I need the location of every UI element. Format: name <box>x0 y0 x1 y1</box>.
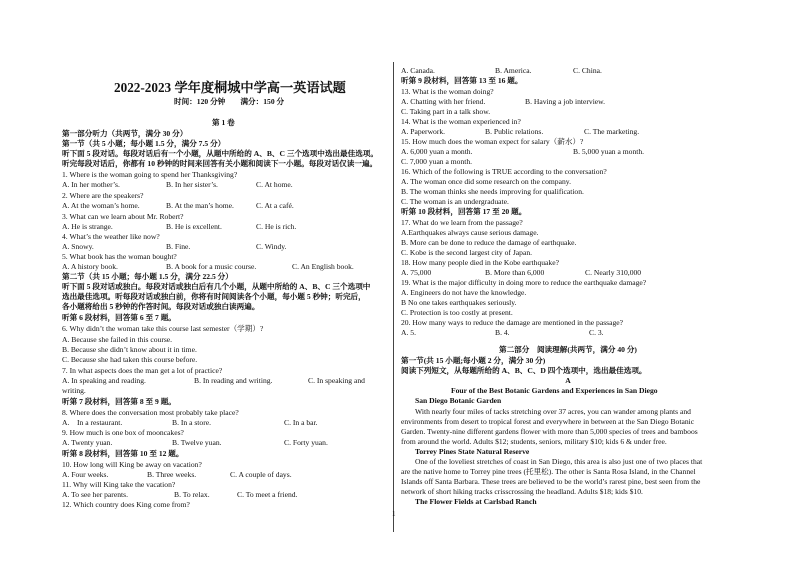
q19-option-b: B No one takes earthquakes seriously. <box>401 298 517 307</box>
question-12: 12. Which country does King come from? <box>62 500 190 509</box>
q13-option-a: A. Chatting with her friend. <box>401 97 486 106</box>
q5-option-a: A. A history book. <box>62 262 118 271</box>
q7-option-a: A. In speaking and reading. <box>62 376 146 385</box>
question-1: 1. Where is the woman going to spend her Thanksgiving? <box>62 170 238 179</box>
section2-instructions-line2: 选出最佳选项。听每段对话或独白前，你将有时间阅读各个小题，每小题 5 秒钟；听完后， <box>62 292 366 301</box>
question-4: 4. What’s the weather like now? <box>62 232 160 241</box>
question-16: 16. Which of the following is TRUE according to the conversation? <box>401 167 607 176</box>
q20-option-c: C. 3. <box>589 328 604 337</box>
question-19: 19. What is the major difficulty in doing more to reduce the earthquake damage? <box>401 278 647 287</box>
paragraph-2-line2: are the native home to Torrey pine trees (托里松). The other is Santa Rosa Island, in the Channel <box>401 467 696 476</box>
material-10-heading: 听第 10 段材料，回答第 17 至 20 题。 <box>401 207 527 216</box>
q3-option-b: B. He is excellent. <box>166 222 222 231</box>
garden-heading-3: The Flower Fields at Carlsbad Ranch <box>415 497 537 506</box>
question-11: 11. Why will King take the vacation? <box>62 480 176 489</box>
q10-option-c: C. A couple of days. <box>230 470 292 479</box>
paragraph-1-line3: Garden. Twenty-nine different gardens flower with more than 5,000 species of trees and bamboos <box>401 427 698 436</box>
q3-option-c: C. He is rich. <box>256 222 297 231</box>
section2-heading: 第二节（共 15 小题；每小题 1.5 分，满分 22.5 分） <box>62 272 233 281</box>
q16-option-c: C. The woman is an undergraduate. <box>401 197 509 206</box>
material-9-heading: 听第 9 段材料，回答第 13 至 16 题。 <box>401 76 523 85</box>
part2-heading: 第二部分 阅读理解(共两节，满分 40 分) <box>499 345 637 354</box>
q2-option-a: A. At the woman’s home. <box>62 201 140 210</box>
q18-option-c: C. Nearly 310,000 <box>585 268 642 277</box>
q20-option-a: A. 5. <box>401 328 416 337</box>
paragraph-1-line4: from around the world. Adults $12; students, seniors, military $10; kids 6 & under free. <box>401 437 667 446</box>
paragraph-2-line1: One of the loveliest stretches of coast in San Diego, this area is also just one of two places that <box>415 457 703 466</box>
q8-option-c: C. In a bar. <box>284 418 318 427</box>
q15-option-c: C. 7,000 yuan a month. <box>401 157 473 166</box>
material-8-heading: 听第 8 段材料，回答第 10 至 12 题。 <box>62 449 184 458</box>
volume-label: 第 1 卷 <box>212 118 235 127</box>
section2-instructions-line1: 听下面 5 段对话或独白。每段对话或独白后有几个小题，从题中所给的 A、B、C 三个选项中 <box>62 282 371 291</box>
question-3: 3. What can we learn about Mr. Robert? <box>62 212 184 221</box>
q1-option-b: B. In her sister’s. <box>166 180 218 189</box>
passage-title: Four of the Best Botanic Gardens and Experiences in San Diego <box>451 386 658 395</box>
q4-option-b: B. Fine. <box>166 242 191 251</box>
q8-option-b: B. In a store. <box>172 418 212 427</box>
q1-option-c: C. At home. <box>256 180 293 189</box>
paragraph-2-line4: network of short hiking tracks crisscrossing the headland. Adults $18; kids $10. <box>401 487 643 496</box>
question-7: 7. In what aspects does the man get a lot of practice? <box>62 366 223 375</box>
q17-option-c: C. Kobe is the second largest city of Japan. <box>401 248 533 257</box>
paragraph-2-line3: Islands off Santa Barbara. These trees are believed to be the world’s rarest pine, best seen from the <box>401 477 701 486</box>
q14-option-b: B. Public relations. <box>485 127 544 136</box>
question-15: 15. How much does the woman expect for salary（薪水）? <box>401 137 584 146</box>
q9-option-a: A. Twenty yuan. <box>62 438 113 447</box>
q5-option-b: B. A book for a music course. <box>166 262 257 271</box>
q16-option-a: A. The woman once did some research on the company. <box>401 177 571 186</box>
question-13: 13. What is the woman doing? <box>401 87 494 96</box>
q10-option-b: B. Three weeks. <box>147 470 197 479</box>
q12-option-c: C. China. <box>573 66 602 75</box>
q15-option-b: B. 5,000 yuan a month. <box>573 147 645 156</box>
q4-option-c: C. Windy. <box>256 242 287 251</box>
q8-option-a: A. In a restaurant. <box>62 418 123 427</box>
page-number: 1 <box>392 510 396 518</box>
q17-option-a: A.Earthquakes always cause serious damage. <box>401 228 539 237</box>
question-8: 8. Where does the conversation most probably take place? <box>62 408 239 417</box>
time-score: 时间：120 分钟 满分：150 分 <box>174 97 285 106</box>
q5-option-c: C. An English book. <box>292 262 354 271</box>
question-20: 20. How many ways to reduce the damage are mentioned in the passage? <box>401 318 624 327</box>
question-10: 10. How long will King be away on vacation? <box>62 460 202 469</box>
section1-instructions-line1: 听下面 5 段对话。每段对话后有一个小题，从题中所给的 A、B、C 三个选项中选出最佳选项。 <box>62 149 378 158</box>
question-18: 18. How many people died in the Kobe earthquake? <box>401 258 559 267</box>
question-6: 6. Why didn’t the woman take this course last semester（学期）? <box>62 324 264 333</box>
q18-option-b: B. More than 6,000 <box>485 268 545 277</box>
q2-option-b: B. At the man’s home. <box>166 201 234 210</box>
q2-option-c: C. At a café. <box>256 201 294 210</box>
q13-option-b: B. Having a job interview. <box>525 97 606 106</box>
section2-instructions-line3: 各小题将给出 5 秒钟的作答时间。每段对话或独白读两遍。 <box>62 302 260 311</box>
q16-option-b: B. The woman thinks she needs improving for qualification. <box>401 187 584 196</box>
garden-heading-1: San Diego Botanic Garden <box>415 396 502 405</box>
question-17: 17. What do we learn from the passage? <box>401 218 523 227</box>
q7-option-c-continued: writing. <box>62 386 86 395</box>
q10-option-a: A. Four weeks. <box>62 470 109 479</box>
q19-option-a: A. Engineers do not have the knowledge. <box>401 288 527 297</box>
paragraph-1-line1: With nearly four miles of tacks stretching over 37 acres, you can wander among plants and <box>415 407 691 416</box>
column-divider <box>393 62 394 532</box>
passage-letter: A <box>565 376 571 385</box>
reading-section1-heading: 第一节(共 15 小题;每小题 2 分，满分 30 分) <box>401 356 546 365</box>
material-7-heading: 听第 7 段材料，回答第 8 至 9 题。 <box>62 397 176 406</box>
section1-heading: 第一节（共 5 小题；每小题 1.5 分，满分 7.5 分） <box>62 139 226 148</box>
question-5: 5. What book has the woman bought? <box>62 252 177 261</box>
q14-option-a: A. Paperwork. <box>401 127 446 136</box>
q15-option-a: A. 6,000 yuan a month. <box>401 147 473 156</box>
q13-option-c: C. Taking part in a talk show. <box>401 107 491 116</box>
q9-option-b: B. Twelve yuan. <box>172 438 222 447</box>
garden-heading-2: Torrey Pines State Natural Reserve <box>415 447 530 456</box>
question-14: 14. What is the woman experienced in? <box>401 117 521 126</box>
part1-heading: 第一部分听力（共两节，满分 30 分） <box>62 129 188 138</box>
question-2: 2. Where are the speakers? <box>62 191 144 200</box>
q12-option-b: B. America. <box>495 66 532 75</box>
q3-option-a: A. He is strange. <box>62 222 113 231</box>
q1-option-a: A. In her mother’s. <box>62 180 120 189</box>
q7-option-c: C. In speaking and <box>308 376 365 385</box>
material-6-heading: 听第 6 段材料，回答第 6 至 7 题。 <box>62 313 176 322</box>
q11-option-c: C. To meet a friend. <box>237 490 298 499</box>
q14-option-c: C. The marketing. <box>584 127 640 136</box>
q4-option-a: A. Snowy. <box>62 242 94 251</box>
exam-title: 2022-2023 学年度桐城中学高一英语试题 <box>114 80 346 95</box>
section1-instructions-line2: 听完每段对话后，你都有 10 秒钟的时间来回答有关小题和阅读下一小题。每段对话仅读一遍。 <box>62 159 378 168</box>
reading-instructions: 阅读下列短文，从每题所给的 A、B、C、D 四个选项中，选出最佳选项。 <box>401 366 647 375</box>
q6-option-c: C. Because she had taken this course before. <box>62 355 198 364</box>
q12-option-a: A. Canada. <box>401 66 435 75</box>
q11-option-b: B. To relax. <box>174 490 210 499</box>
question-9: 9. How much is one box of mooncakes? <box>62 428 184 437</box>
q20-option-b: B. 4. <box>495 328 510 337</box>
q17-option-b: B. More can be done to reduce the damage of earthquake. <box>401 238 577 247</box>
q9-option-c: C. Forty yuan. <box>284 438 328 447</box>
q18-option-a: A. 75,000 <box>401 268 432 277</box>
q7-option-b: B. In reading and writing. <box>194 376 273 385</box>
q6-option-a: A. Because she failed in this course. <box>62 335 173 344</box>
paragraph-1-line2: environments from desert to tropical forest and everywhere in between at the San Diego Botanic <box>401 417 695 426</box>
q11-option-a: A. To see her parents. <box>62 490 128 499</box>
q19-option-c: C. Protection is too costly at present. <box>401 308 513 317</box>
q6-option-b: B. Because she didn’t know about it in time. <box>62 345 197 354</box>
